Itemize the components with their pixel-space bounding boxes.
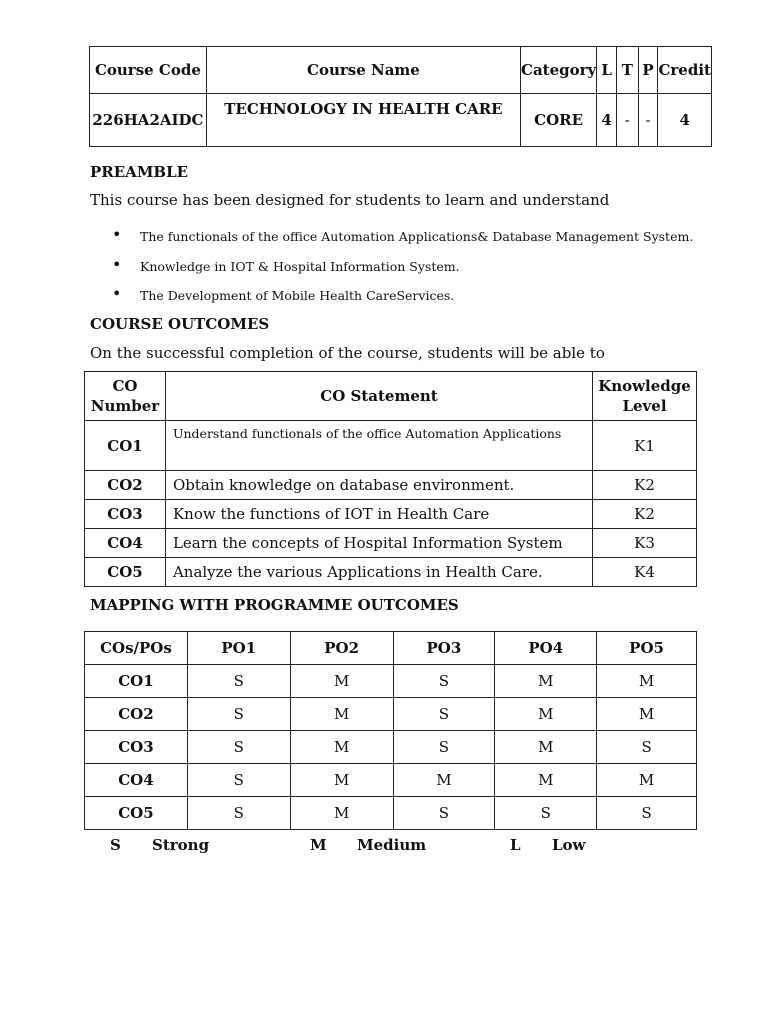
legend-low-key: L [510, 836, 521, 854]
po5-header: PO5 [597, 632, 697, 665]
mapping-cell: S [393, 731, 495, 764]
list-item-text: The Development of Mobile Health CareServices. [140, 288, 455, 303]
table-row [85, 471, 697, 500]
table-row [85, 731, 697, 764]
co-statement: Understand functionals of the office Automation Applications [165, 421, 592, 471]
mapping-cell: S [393, 797, 495, 830]
co-statement: Obtain knowledge on database environment. [165, 471, 592, 500]
mapping-cell: M [495, 665, 597, 698]
tutorial-hours: - [616, 94, 638, 147]
po3-header: PO3 [393, 632, 495, 665]
mapping-cell: M [290, 665, 393, 698]
bullet-icon: • [112, 254, 122, 274]
course-outcomes-table [84, 371, 697, 587]
co-number-header: CO Number [85, 372, 166, 421]
table-row [85, 797, 697, 830]
list-item [110, 283, 693, 313]
legend-medium-label: Medium [357, 836, 427, 854]
mapping-cell: S [187, 698, 290, 731]
knowledge-level: K1 [593, 421, 697, 471]
course-header-row [90, 47, 712, 94]
table-row [85, 500, 697, 529]
co-statement: Analyze the various Applications in Health Care. [165, 558, 592, 587]
co-statement: Know the functions of IOT in Health Care [165, 500, 592, 529]
co-statement: Learn the concepts of Hospital Information System [165, 529, 592, 558]
mapping-co: CO4 [85, 764, 188, 797]
course-outcomes-intro: On the successful completion of the course, students will be able to [90, 344, 605, 362]
mapping-cell: M [597, 698, 697, 731]
preamble-heading: PREAMBLE [90, 163, 189, 181]
lecture-header: L [597, 47, 617, 94]
bullet-icon: • [112, 225, 122, 244]
legend-strong-key: S [110, 836, 121, 854]
tutorial-header: T [616, 47, 638, 94]
co-header-row [85, 372, 697, 421]
preamble-list [110, 224, 693, 313]
course-credit: 4 [658, 94, 712, 147]
mapping-cell: S [187, 764, 290, 797]
bullet-icon: • [112, 284, 122, 303]
cos-pos-header: COs/POs [85, 632, 188, 665]
category-header: Category [521, 47, 597, 94]
course-info-table [89, 46, 712, 147]
co-number: CO4 [85, 529, 166, 558]
table-row [85, 698, 697, 731]
credit-header: Credit [658, 47, 712, 94]
list-item-text: Knowledge in IOT & Hospital Information System. [140, 258, 460, 274]
preamble-intro: This course has been designed for students to learn and understand [90, 191, 610, 209]
mapping-cell: M [597, 665, 697, 698]
list-item [110, 224, 693, 254]
legend-low-label: Low [552, 836, 586, 854]
mapping-heading: MAPPING WITH PROGRAMME OUTCOMES [90, 596, 459, 614]
mapping-co: CO2 [85, 698, 188, 731]
table-row [85, 764, 697, 797]
mapping-cell: M [290, 731, 393, 764]
course-value-row [90, 94, 712, 147]
mapping-cell: S [495, 797, 597, 830]
knowledge-level: K4 [593, 558, 697, 587]
course-code-header: Course Code [90, 47, 207, 94]
course-name-header: Course Name [206, 47, 520, 94]
mapping-cell: S [187, 731, 290, 764]
table-row [85, 665, 697, 698]
mapping-table [84, 631, 697, 830]
mapping-co: CO1 [85, 665, 188, 698]
course-outcomes-heading: COURSE OUTCOMES [90, 315, 270, 333]
lecture-hours: 4 [597, 94, 617, 147]
co-number: CO2 [85, 471, 166, 500]
knowledge-level: K3 [593, 529, 697, 558]
knowledge-level: K2 [593, 500, 697, 529]
mapping-cell: M [290, 698, 393, 731]
co-number: CO5 [85, 558, 166, 587]
mapping-cell: M [597, 764, 697, 797]
co-number: CO1 [85, 421, 166, 471]
mapping-cell: M [393, 764, 495, 797]
mapping-cell: S [187, 797, 290, 830]
mapping-cell: M [290, 797, 393, 830]
legend-strong-label: Strong [152, 836, 210, 854]
list-item-text: The functionals of the office Automation Applications& Database Management System. [140, 229, 694, 244]
knowledge-level: K2 [593, 471, 697, 500]
po4-header: PO4 [495, 632, 597, 665]
mapping-cell: S [393, 698, 495, 731]
table-row [85, 558, 697, 587]
course-category: CORE [521, 94, 597, 147]
mapping-cell: S [187, 665, 290, 698]
table-row [85, 421, 697, 471]
course-name: TECHNOLOGY IN HEALTH CARE [206, 94, 520, 147]
course-code: 226HA2AIDC [90, 94, 207, 147]
po1-header: PO1 [187, 632, 290, 665]
mapping-header-row [85, 632, 697, 665]
practical-header: P [638, 47, 658, 94]
co-number: CO3 [85, 500, 166, 529]
po2-header: PO2 [290, 632, 393, 665]
table-row [85, 529, 697, 558]
list-item [110, 254, 693, 284]
legend-medium-key: M [310, 836, 327, 854]
co-statement-header: CO Statement [165, 372, 592, 421]
mapping-cell: M [290, 764, 393, 797]
mapping-cell: S [393, 665, 495, 698]
mapping-cell: M [495, 698, 597, 731]
mapping-co: CO3 [85, 731, 188, 764]
mapping-co: CO5 [85, 797, 188, 830]
mapping-cell: M [495, 764, 597, 797]
practical-hours: - [638, 94, 658, 147]
mapping-cell: S [597, 797, 697, 830]
mapping-cell: S [597, 731, 697, 764]
mapping-cell: M [495, 731, 597, 764]
knowledge-level-header: Knowledge Level [593, 372, 697, 421]
